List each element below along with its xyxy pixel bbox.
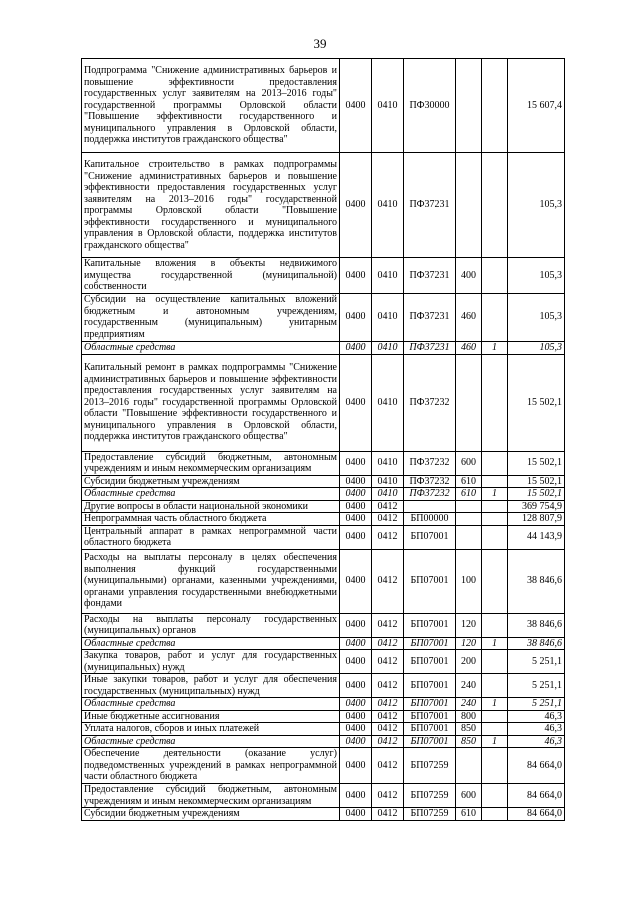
funding-source-code	[482, 354, 508, 451]
funding-source-code	[482, 525, 508, 549]
section-code: 0400	[340, 808, 372, 821]
expense-type-code: 850	[456, 735, 482, 748]
subsection-code: 0410	[372, 293, 404, 341]
target-article-code: ПФ37231	[404, 341, 456, 354]
expense-type-code: 200	[456, 650, 482, 674]
amount: 15 607,4	[508, 59, 565, 153]
row-description: Центральный аппарат в рамках непрограммной части областного бюджета	[82, 525, 340, 549]
row-description: Подпрограмма "Снижение административных барьеров и повышение эффективности предоставления государственных услуг заявителям на 2013–2016 годы" государственной программы Орловской области "Повышение эффективности государственного и муниципального управления в Орловской области, поддержка институтов гражданского общества"	[82, 59, 340, 153]
amount: 84 664,0	[508, 748, 565, 784]
section-code: 0400	[340, 698, 372, 711]
expense-type-code: 600	[456, 451, 482, 475]
amount: 5 251,1	[508, 650, 565, 674]
expense-type-code	[456, 59, 482, 153]
row-description: Обеспечение деятельности (оказание услуг) подведомственных учреждений в рамках непрограммной части областного бюджета	[82, 748, 340, 784]
target-article-code: ПФ30000	[404, 59, 456, 153]
target-article-code: БП00000	[404, 513, 456, 526]
table-row	[82, 613, 565, 637]
target-article-code: ПФ37231	[404, 153, 456, 258]
row-description: Предоставление субсидий бюджетным, автономным учреждениям и иным некоммерческим организациям	[82, 451, 340, 475]
subsection-code: 0412	[372, 710, 404, 723]
section-code: 0400	[340, 525, 372, 549]
target-article-code: БП07001	[404, 525, 456, 549]
table-row	[82, 341, 565, 354]
section-code: 0400	[340, 354, 372, 451]
subsection-code: 0412	[372, 650, 404, 674]
section-code: 0400	[340, 748, 372, 784]
subsection-code: 0412	[372, 748, 404, 784]
expense-type-code: 610	[456, 488, 482, 501]
row-description: Областные средства	[82, 341, 340, 354]
expense-type-code: 120	[456, 637, 482, 650]
funding-source-code	[482, 293, 508, 341]
funding-source-code	[482, 153, 508, 258]
expense-type-code	[456, 354, 482, 451]
funding-source-code: 1	[482, 637, 508, 650]
funding-source-code	[482, 723, 508, 736]
table-row	[82, 808, 565, 821]
table-row	[82, 475, 565, 488]
funding-source-code	[482, 513, 508, 526]
amount: 105,3	[508, 293, 565, 341]
subsection-code: 0410	[372, 153, 404, 258]
row-description: Иные бюджетные ассигнования	[82, 710, 340, 723]
target-article-code: БП07001	[404, 723, 456, 736]
table-row	[82, 59, 565, 153]
row-description: Субсидии на осуществление капитальных вложений бюджетным и автономным учреждениям, государственным (муниципальным) унитарным предприятиям	[82, 293, 340, 341]
funding-source-code	[482, 710, 508, 723]
expense-type-code	[456, 500, 482, 513]
row-description: Другие вопросы в области национальной экономики	[82, 500, 340, 513]
amount: 46,3	[508, 723, 565, 736]
expense-type-code: 400	[456, 258, 482, 294]
expense-type-code	[456, 513, 482, 526]
funding-source-code	[482, 613, 508, 637]
section-code: 0400	[340, 710, 372, 723]
funding-source-code: 1	[482, 341, 508, 354]
table-row	[82, 784, 565, 808]
amount: 5 251,1	[508, 674, 565, 698]
section-code: 0400	[340, 549, 372, 613]
row-description: Уплата налогов, сборов и иных платежей	[82, 723, 340, 736]
table-row	[82, 153, 565, 258]
table-row	[82, 488, 565, 501]
amount: 128 807,9	[508, 513, 565, 526]
page-number: 39	[313, 36, 327, 51]
section-code: 0400	[340, 674, 372, 698]
target-article-code: БП07001	[404, 650, 456, 674]
table-row	[82, 735, 565, 748]
expense-type-code: 610	[456, 808, 482, 821]
table-row	[82, 748, 565, 784]
target-article-code: БП07001	[404, 674, 456, 698]
amount: 15 502,1	[508, 475, 565, 488]
target-article-code: ПФ37232	[404, 451, 456, 475]
expense-type-code: 460	[456, 293, 482, 341]
expense-type-code: 240	[456, 674, 482, 698]
section-code: 0400	[340, 637, 372, 650]
target-article-code: ПФ37231	[404, 293, 456, 341]
target-article-code: ПФ37232	[404, 354, 456, 451]
section-code: 0400	[340, 735, 372, 748]
funding-source-code	[482, 784, 508, 808]
amount: 15 502,1	[508, 451, 565, 475]
table-row	[82, 293, 565, 341]
expense-type-code: 600	[456, 784, 482, 808]
expense-type-code	[456, 748, 482, 784]
funding-source-code	[482, 500, 508, 513]
subsection-code: 0412	[372, 808, 404, 821]
row-description: Капитальный ремонт в рамках подпрограммы "Снижение административных барьеров и повышение эффективности предоставления государственных услуг заявителям на 2013–2016 годы" государственной программы Орловской области "Повышение эффективности государственного и муниципального управления в Орловской области, поддержка институтов гражданского общества"	[82, 354, 340, 451]
section-code: 0400	[340, 341, 372, 354]
row-description: Областные средства	[82, 488, 340, 501]
funding-source-code	[482, 549, 508, 613]
table-row	[82, 674, 565, 698]
amount: 46,3	[508, 710, 565, 723]
row-description: Областные средства	[82, 637, 340, 650]
funding-source-code	[482, 674, 508, 698]
row-description: Расходы на выплаты персоналу государственных (муниципальных) органов	[82, 613, 340, 637]
section-code: 0400	[340, 488, 372, 501]
subsection-code: 0410	[372, 451, 404, 475]
expense-type-code: 850	[456, 723, 482, 736]
section-code: 0400	[340, 475, 372, 488]
amount: 105,3	[508, 341, 565, 354]
subsection-code: 0412	[372, 513, 404, 526]
table-row	[82, 513, 565, 526]
subsection-code: 0412	[372, 500, 404, 513]
row-description: Непрограммная часть областного бюджета	[82, 513, 340, 526]
amount: 44 143,9	[508, 525, 565, 549]
section-code: 0400	[340, 59, 372, 153]
expense-type-code: 120	[456, 613, 482, 637]
section-code: 0400	[340, 723, 372, 736]
amount: 15 502,1	[508, 488, 565, 501]
budget-table-body	[82, 59, 565, 821]
target-article-code: БП07001	[404, 613, 456, 637]
subsection-code: 0412	[372, 698, 404, 711]
amount: 105,3	[508, 258, 565, 294]
expense-type-code: 100	[456, 549, 482, 613]
amount: 38 846,6	[508, 549, 565, 613]
amount: 5 251,1	[508, 698, 565, 711]
target-article-code: БП07259	[404, 784, 456, 808]
section-code: 0400	[340, 293, 372, 341]
target-article-code: ПФ37232	[404, 475, 456, 488]
table-row	[82, 549, 565, 613]
table-row	[82, 525, 565, 549]
row-description: Субсидии бюджетным учреждениям	[82, 475, 340, 488]
expense-type-code: 460	[456, 341, 482, 354]
expense-type-code: 800	[456, 710, 482, 723]
funding-source-code	[482, 748, 508, 784]
amount: 46,3	[508, 735, 565, 748]
target-article-code: БП07001	[404, 698, 456, 711]
amount: 38 846,6	[508, 637, 565, 650]
amount: 105,3	[508, 153, 565, 258]
funding-source-code	[482, 258, 508, 294]
section-code: 0400	[340, 451, 372, 475]
subsection-code: 0412	[372, 637, 404, 650]
subsection-code: 0412	[372, 674, 404, 698]
subsection-code: 0412	[372, 735, 404, 748]
section-code: 0400	[340, 500, 372, 513]
target-article-code: ПФ37231	[404, 258, 456, 294]
section-code: 0400	[340, 613, 372, 637]
target-article-code: БП07001	[404, 549, 456, 613]
amount: 84 664,0	[508, 784, 565, 808]
subsection-code: 0412	[372, 784, 404, 808]
target-article-code: БП07001	[404, 637, 456, 650]
row-description: Расходы на выплаты персоналу в целях обеспечения выполнения функций государственными (муниципальными) органами, казенными учреждениями, органами управления государственными внебюджетными фондами	[82, 549, 340, 613]
subsection-code: 0410	[372, 475, 404, 488]
amount: 15 502,1	[508, 354, 565, 451]
table-row	[82, 650, 565, 674]
section-code: 0400	[340, 513, 372, 526]
subsection-code: 0412	[372, 723, 404, 736]
expense-type-code	[456, 153, 482, 258]
target-article-code: БП07259	[404, 808, 456, 821]
section-code: 0400	[340, 784, 372, 808]
funding-source-code: 1	[482, 488, 508, 501]
table-row	[82, 710, 565, 723]
target-article-code	[404, 500, 456, 513]
amount: 369 754,9	[508, 500, 565, 513]
table-row	[82, 451, 565, 475]
table-row	[82, 723, 565, 736]
table-row	[82, 258, 565, 294]
row-description: Областные средства	[82, 698, 340, 711]
funding-source-code	[482, 59, 508, 153]
funding-source-code	[482, 475, 508, 488]
row-description: Предоставление субсидий бюджетным, автономным учреждениям и иным некоммерческим организациям	[82, 784, 340, 808]
target-article-code: ПФ37232	[404, 488, 456, 501]
row-description: Иные закупки товаров, работ и услуг для обеспечения государственных (муниципальных) нужд	[82, 674, 340, 698]
budget-table	[81, 58, 565, 821]
funding-source-code	[482, 808, 508, 821]
funding-source-code: 1	[482, 698, 508, 711]
section-code: 0400	[340, 153, 372, 258]
funding-source-code: 1	[482, 735, 508, 748]
row-description: Субсидии бюджетным учреждениям	[82, 808, 340, 821]
table-row	[82, 500, 565, 513]
section-code: 0400	[340, 650, 372, 674]
expense-type-code: 610	[456, 475, 482, 488]
target-article-code: БП07259	[404, 748, 456, 784]
table-row	[82, 637, 565, 650]
funding-source-code	[482, 451, 508, 475]
row-description: Капитальные вложения в объекты недвижимого имущества государственной (муниципальной) собственности	[82, 258, 340, 294]
subsection-code: 0410	[372, 258, 404, 294]
subsection-code: 0410	[372, 59, 404, 153]
row-description: Закупка товаров, работ и услуг для государственных (муниципальных) нужд	[82, 650, 340, 674]
subsection-code: 0412	[372, 525, 404, 549]
row-description: Областные средства	[82, 735, 340, 748]
subsection-code: 0412	[372, 549, 404, 613]
expense-type-code: 240	[456, 698, 482, 711]
target-article-code: БП07001	[404, 735, 456, 748]
table-row	[82, 698, 565, 711]
table-row	[82, 354, 565, 451]
target-article-code: БП07001	[404, 710, 456, 723]
subsection-code: 0412	[372, 613, 404, 637]
subsection-code: 0410	[372, 354, 404, 451]
section-code: 0400	[340, 258, 372, 294]
amount: 84 664,0	[508, 808, 565, 821]
amount: 38 846,6	[508, 613, 565, 637]
subsection-code: 0410	[372, 341, 404, 354]
funding-source-code	[482, 650, 508, 674]
row-description: Капитальное строительство в рамках подпрограммы "Снижение административных барьеров и повышение эффективности предоставления государственных услуг заявителям на 2013–2016 годы" государственной программы Орловской области "Повышение эффективности государственного и муниципального управления в Орловской области, поддержка институтов гражданского общества"	[82, 153, 340, 258]
subsection-code: 0410	[372, 488, 404, 501]
expense-type-code	[456, 525, 482, 549]
